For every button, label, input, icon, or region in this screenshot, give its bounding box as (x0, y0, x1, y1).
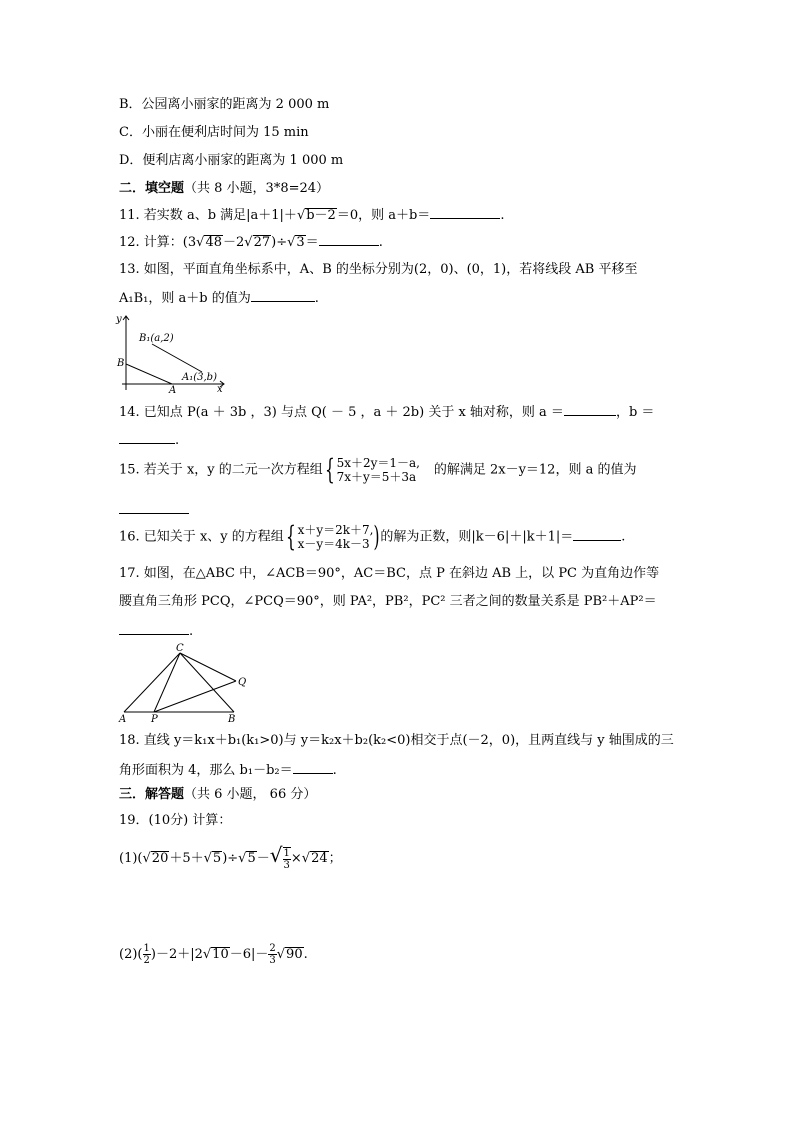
sqrt-sign: √ (296, 208, 306, 223)
q12-eq: ＝ (305, 235, 319, 250)
q13-text: A₁B₁，则 a＋b 的值为 (119, 291, 251, 306)
q14-end: . (175, 433, 180, 448)
segment-a1b1 (152, 344, 202, 372)
section-2-note: （共 8 小题，3*8=24） (184, 181, 330, 196)
q15-eq2: 7x＋y＝5＋3a (336, 470, 417, 484)
question-18-line-2 (119, 760, 337, 780)
q19-1-radicand-4: 24 (311, 851, 328, 866)
figure-13-coordinate-plane (112, 310, 232, 394)
sqrt-sign: √ (202, 947, 212, 962)
option-c: C．小丽在便利店时间为 15 min (119, 125, 309, 140)
answer-blank (573, 527, 621, 541)
q11-end: . (500, 208, 505, 223)
q19-2-radicand-1: 10 (212, 947, 229, 962)
q14-b: ，b ＝ (615, 405, 655, 420)
q16-end: . (621, 529, 626, 545)
point-a1-label: A₁(3,b) (182, 372, 217, 383)
sqrt-sign: √ (238, 851, 247, 866)
x-axis-label: x (217, 384, 223, 394)
q19-2-end: . (303, 947, 308, 962)
frac-denominator: 3 (269, 955, 276, 966)
question-15 (119, 453, 637, 486)
q19-2-mid: －6|－ (229, 947, 269, 962)
sqrt-sign: √ (244, 235, 253, 250)
section-3-note: （共 6 小题， 66 分） (184, 787, 317, 802)
answer-blank-a (564, 402, 616, 416)
brace-close: ) (373, 520, 380, 553)
question-17-line-2: 腰直角三角形 PCQ，∠PCQ＝90°，则 PA²，PB²，PC² 三者之间的数量关系是 PB²＋AP²＝ (119, 594, 657, 609)
q15-post: 的解满足 2x－y＝12，则 a 的值为 (433, 462, 637, 478)
question-17-line-3 (119, 621, 193, 641)
segment-ab (126, 364, 172, 384)
question-16 (119, 520, 626, 553)
answer-blank (251, 288, 315, 302)
q16-post: 的解为正数，则|k－6|＋|k＋1|＝ (380, 529, 574, 545)
section-2-title: 二．填空题 (119, 181, 185, 196)
q12-pre: 12. 计算：(3 (119, 235, 197, 250)
figure-17-triangle (116, 640, 256, 726)
frac-denominator: 3 (283, 859, 290, 871)
answer-blank (293, 760, 333, 774)
question-19-part-2 (119, 943, 308, 966)
q18-text: 角形面积为 4，那么 b₁－b₂＝ (119, 763, 293, 778)
question-13-line-1: 13. 如图，平面直角坐标系中，A、B 的坐标分别为(2，0)、(0，1)，若将线段 AB 平移至 (119, 262, 638, 277)
point-p-label: P (151, 714, 158, 725)
q12-radicand-1: 48 (205, 235, 222, 250)
q12-radicand-3: 3 (296, 235, 305, 250)
brace: { (285, 520, 296, 553)
vertex-a-label: A (119, 714, 127, 725)
y-axis-label: y (116, 314, 122, 325)
q19-2-pre: (2)( (119, 947, 143, 962)
vertex-q-label: Q (238, 677, 247, 688)
answer-blank (319, 232, 379, 246)
frac-numerator: 2 (269, 943, 276, 954)
frac-denominator: 2 (143, 955, 150, 966)
answer-blank (119, 500, 189, 514)
question-14-line-2 (119, 430, 179, 450)
q16-eq1: x＋y＝2k＋7, (297, 523, 374, 537)
q19-1-times: × (290, 851, 302, 866)
question-13-line-2 (119, 288, 319, 308)
q19-1-pre: (1)( (119, 851, 143, 866)
section-2-heading (119, 180, 329, 198)
q16-eq2: x－y＝4k－3 (297, 537, 370, 551)
q13-end: . (314, 291, 319, 306)
q14-text: 14. 已知点 P(a ＋ 3b ，3) 与点 Q( － 5 ，a ＋ 2b) 关于 x 轴对称，则 a ＝ (119, 405, 564, 420)
question-17-line-1: 17. 如图，在△ABC 中，∠ACB＝90°，AC＝BC，点 P 在斜边 AB 上，以 PC 为直角边作等 (119, 566, 660, 581)
section-3-heading (119, 786, 316, 804)
q19-1-radicand-1: 20 (151, 851, 169, 866)
q11-post: ＝0，则 a＋b＝ (336, 208, 431, 223)
sqrt-sign: √ (287, 235, 296, 250)
question-14-line-1 (119, 402, 654, 422)
segment-cq (180, 653, 236, 681)
q19-2-radicand-2: 90 (286, 947, 303, 962)
q19-2-exp: )－2＋|2 (150, 947, 203, 962)
side-ac (124, 653, 180, 712)
frac-numerator: 1 (283, 847, 290, 859)
sqrt-sign: √ (269, 843, 283, 867)
q19-1-radicand-2: 5 (212, 851, 222, 866)
point-b-label: B (117, 358, 125, 369)
sqrt-sign: √ (301, 851, 311, 866)
equation-system (298, 523, 374, 551)
option-b: B．公园离小丽家的距离为 2 000 m (119, 97, 330, 112)
question-18-line-1: 18. 直线 y＝k₁x＋b₁(k₁>0)与 y＝k₂x＋b₂(k₂<0)相交于点(－2，0)，且两直线与 y 轴围成的三 (119, 733, 674, 748)
q19-1-mid2: )÷ (222, 851, 239, 866)
q17-end: . (189, 624, 194, 639)
q12-end: . (378, 235, 383, 250)
answer-blank (119, 621, 189, 635)
question-15-line-2 (119, 500, 189, 520)
section-3-title: 三．解答题 (119, 787, 185, 802)
q11-pre: 11. 若实数 a、b 满足|a＋1|＋ (119, 208, 297, 223)
question-11 (119, 205, 504, 225)
answer-blank (430, 205, 500, 219)
question-19-title: 19．(10分) 计算： (119, 813, 232, 828)
q18-end: . (332, 763, 337, 778)
q15-eq1: 5x＋2y＝1－a, (336, 456, 420, 470)
question-12 (119, 232, 383, 252)
answer-blank-b (119, 430, 175, 444)
sqrt-sign: √ (203, 851, 212, 866)
vertex-b-label: B (228, 714, 236, 725)
fraction-one-third (283, 847, 291, 871)
q12-mid: －2 (223, 235, 245, 250)
q15-pre: 15. 若关于 x，y 的二元一次方程组 (119, 462, 323, 478)
q16-pre: 16. 已知关于 x、y 的方程组 (119, 529, 284, 545)
frac-numerator: 1 (143, 943, 150, 954)
q19-1-mid1: ＋5＋ (169, 851, 204, 866)
q19-1-end: ； (328, 851, 342, 866)
q12-div: )÷ (271, 235, 288, 250)
option-d: D．便利店离小丽家的距离为 1 000 m (119, 153, 344, 168)
segment-pq (154, 681, 236, 712)
brace: { (324, 453, 335, 486)
fraction-two-thirds (268, 943, 276, 966)
point-a-label: A (169, 385, 177, 394)
q12-radicand-2: 27 (253, 235, 271, 250)
q11-radicand: b－2 (306, 208, 336, 223)
side-bc (180, 653, 234, 712)
question-19-part-1 (119, 843, 342, 871)
sqrt-sign: √ (142, 851, 151, 866)
sqrt-sign: √ (196, 235, 205, 250)
vertex-c-label: C (176, 643, 184, 654)
point-b1-label: B₁(a,2) (139, 333, 174, 344)
sqrt-sign: √ (276, 947, 286, 962)
fraction-one-half (143, 943, 151, 966)
q19-1-radicand-3: 5 (247, 851, 256, 866)
equation-system (337, 456, 420, 484)
q19-1-mid3: － (256, 851, 270, 866)
